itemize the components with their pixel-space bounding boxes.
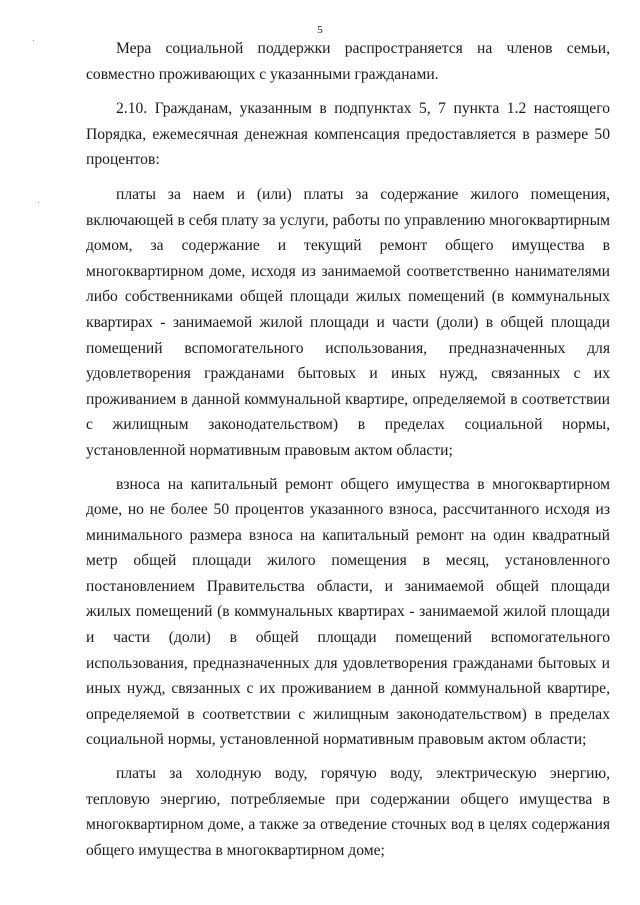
paragraph-family-members: Мера социальной поддержки распространяется на членов семьи, совместно проживающих с указанными гражданами. xyxy=(86,40,610,83)
scan-speck xyxy=(38,202,39,203)
scan-speck xyxy=(33,40,34,41)
document-body xyxy=(86,36,610,863)
paragraph-section-2-10: 2.10. Гражданам, указанным в подпунктах 5, 7 пункта 1.2 настоящего Порядка, ежемесячная денежная компенсация предоставляется в размере 50 процентов: xyxy=(86,100,610,169)
paragraph-housing-fee: платы за наем и (или) платы за содержание жилого помещения, включающей в себя плату за услуги, работы по управлению многоквартирным домом, за содержание и текущий ремонт общего имущества в многоквартирном доме, исходя из занимаемой соответственно нанимателями либо собственниками общей площади жилых помещений (в коммунальных квартирах - занимаемой жилой площади и части (доли) в общей площади помещений вспомогательного использования, предназначенных для удовлетворения гражданами бытовых и иных нужд, связанных с их проживанием в данной коммунальной квартире, определяемой в соответствии с жилищным законодательством) в пределах социальной нормы, установленной нормативным правовым актом области; xyxy=(86,185,610,459)
paragraph-utilities: платы за холодную воду, горячую воду, электрическую энергию, тепловую энергию, потребляемые при содержании общего имущества в многоквартирном доме, а также за отведение сточных вод в целях содержания общего имущества в многоквартирном доме; xyxy=(86,765,610,859)
page-number: 5 xyxy=(317,24,323,36)
paragraph-capital-repair: взноса на капитальный ремонт общего имущества в многоквартирном доме, но не более 50 процентов указанного взноса, рассчитанного исходя из минимального размера взноса на капитальный ремонт на один квадратный метр общей площади жилого помещения в месяц, установленного постановлением Правительства области, и занимаемой общей площади жилых помещений (в коммунальных квартирах - занимаемой жилой площади и части (доли) в общей площади помещений вспомогательного использования, предназначенных для удовлетворения гражданами бытовых и иных нужд, связанных с их проживанием в данной коммунальной квартире, определяемой в соответствии с жилищным законодательством) в пределах социальной нормы, установленной нормативным правовым актом области; xyxy=(86,475,610,749)
